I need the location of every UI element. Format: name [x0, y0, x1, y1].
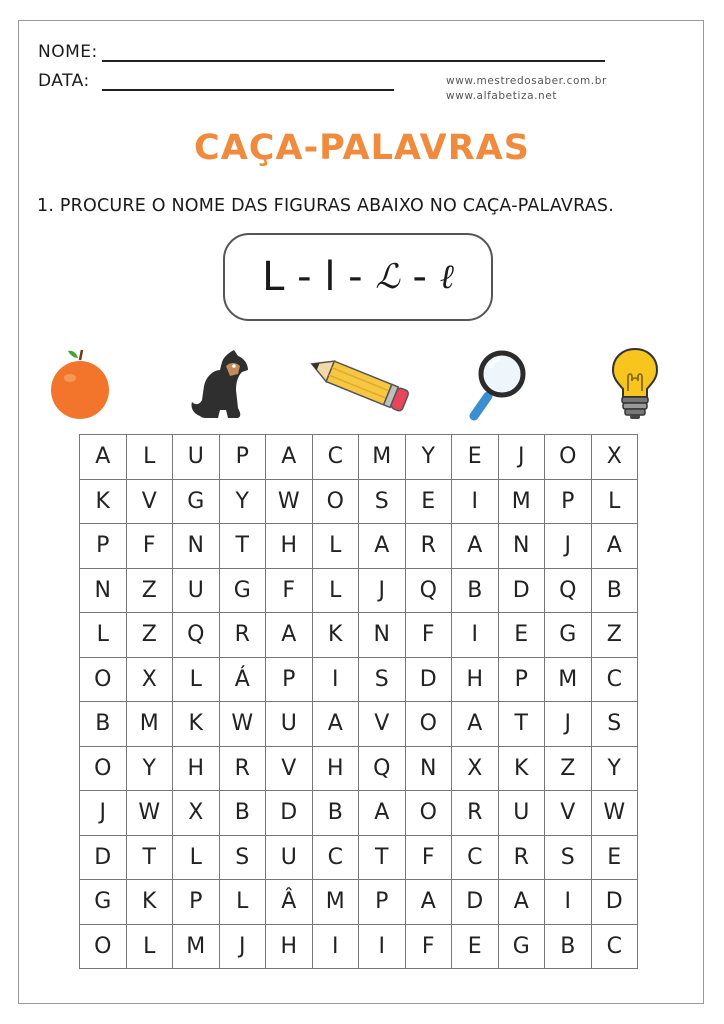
grid-cell[interactable]: D	[591, 880, 638, 925]
grid-cell[interactable]: L	[219, 880, 266, 925]
grid-cell[interactable]: C	[591, 924, 638, 969]
grid-cell[interactable]: N	[405, 746, 452, 791]
grid-cell[interactable]: N	[359, 613, 406, 658]
grid-row	[80, 524, 638, 569]
grid-cell[interactable]: R	[405, 524, 452, 569]
grid-cell[interactable]: E	[498, 613, 545, 658]
grid-cell[interactable]: I	[359, 924, 406, 969]
grid-cell[interactable]: F	[266, 568, 313, 613]
grid-cell[interactable]: U	[266, 702, 313, 747]
grid-cell[interactable]: K	[312, 613, 359, 658]
grid-row	[80, 657, 638, 702]
grid-cell[interactable]: N	[80, 568, 127, 613]
grid-row	[80, 568, 638, 613]
grid-cell[interactable]: K	[173, 702, 220, 747]
grid-cell[interactable]: C	[591, 657, 638, 702]
grid-cell[interactable]: L	[126, 435, 173, 480]
grid-cell[interactable]: Á	[219, 657, 266, 702]
grid-cell[interactable]: Z	[126, 613, 173, 658]
grid-cell[interactable]: Y	[405, 435, 452, 480]
grid-cell[interactable]: I	[312, 657, 359, 702]
grid-cell[interactable]: L	[312, 568, 359, 613]
grid-cell[interactable]: L	[126, 924, 173, 969]
grid-cell[interactable]: I	[452, 613, 499, 658]
grid-cell[interactable]: V	[545, 791, 592, 836]
grid-cell[interactable]: C	[312, 835, 359, 880]
grid-cell[interactable]: R	[219, 746, 266, 791]
grid-cell[interactable]: C	[452, 835, 499, 880]
grid-cell[interactable]: F	[126, 524, 173, 569]
grid-cell[interactable]: T	[126, 835, 173, 880]
pencil-icon	[304, 354, 414, 412]
grid-row	[80, 880, 638, 925]
grid-cell[interactable]: Q	[173, 613, 220, 658]
grid-cell[interactable]: O	[405, 791, 452, 836]
grid-cell[interactable]: B	[452, 568, 499, 613]
separator-2: -	[335, 254, 376, 300]
grid-row	[80, 924, 638, 969]
grid-cell[interactable]: H	[452, 657, 499, 702]
grid-row	[80, 835, 638, 880]
grid-cell[interactable]: G	[545, 613, 592, 658]
grid-cell[interactable]: N	[498, 524, 545, 569]
grid-cell[interactable]: D	[452, 880, 499, 925]
grid-cell[interactable]: B	[80, 702, 127, 747]
grid-cell[interactable]: A	[498, 880, 545, 925]
grid-cell[interactable]: K	[126, 880, 173, 925]
grid-cell[interactable]: D	[498, 568, 545, 613]
data-field[interactable]	[102, 89, 394, 91]
grid-cell[interactable]: Z	[591, 613, 638, 658]
grid-cell[interactable]: P	[173, 880, 220, 925]
grid-cell[interactable]: J	[80, 791, 127, 836]
grid-cell[interactable]: H	[266, 524, 313, 569]
grid-cell[interactable]: A	[312, 702, 359, 747]
grid-row	[80, 702, 638, 747]
grid-cell[interactable]: G	[498, 924, 545, 969]
light-bulb-icon	[610, 347, 660, 421]
grid-row	[80, 791, 638, 836]
grid-row	[80, 435, 638, 480]
grid-cell[interactable]: X	[173, 791, 220, 836]
letter-upper-cursive: ℒ	[375, 257, 400, 297]
grid-cell[interactable]: V	[266, 746, 313, 791]
grid-cell[interactable]: M	[126, 702, 173, 747]
grid-cell[interactable]: A	[266, 435, 313, 480]
grid-cell[interactable]: K	[80, 479, 127, 524]
data-label: DATA:	[38, 71, 90, 91]
letter-forms-box	[223, 233, 493, 321]
grid-cell[interactable]: Â	[266, 880, 313, 925]
separator-1: -	[284, 254, 325, 300]
grid-cell[interactable]: F	[405, 835, 452, 880]
grid-cell[interactable]: P	[359, 880, 406, 925]
grid-cell[interactable]: O	[405, 702, 452, 747]
grid-cell[interactable]: D	[405, 657, 452, 702]
grid-cell[interactable]: M	[545, 657, 592, 702]
grid-cell[interactable]: R	[498, 835, 545, 880]
grid-cell[interactable]: D	[266, 791, 313, 836]
grid-cell[interactable]: L	[312, 524, 359, 569]
grid-cell[interactable]: I	[545, 880, 592, 925]
letter-lower-print: l	[324, 254, 336, 300]
grid-cell[interactable]: A	[591, 524, 638, 569]
grid-cell[interactable]: E	[405, 479, 452, 524]
grid-cell[interactable]: X	[591, 435, 638, 480]
grid-cell[interactable]: T	[359, 835, 406, 880]
nome-field[interactable]	[102, 60, 605, 62]
grid-cell[interactable]: A	[452, 702, 499, 747]
grid-cell[interactable]: M	[173, 924, 220, 969]
letter-upper-print: L	[262, 254, 285, 300]
grid-cell[interactable]: Z	[545, 746, 592, 791]
grid-cell[interactable]: J	[219, 924, 266, 969]
site-url-2: www.alfabetiza.net	[446, 90, 558, 102]
grid-cell[interactable]: I	[312, 924, 359, 969]
grid-cell[interactable]: L	[591, 479, 638, 524]
grid-cell[interactable]: F	[405, 924, 452, 969]
grid-cell[interactable]: A	[359, 524, 406, 569]
grid-row	[80, 613, 638, 658]
grid-cell[interactable]: A	[405, 880, 452, 925]
grid-cell[interactable]: O	[80, 746, 127, 791]
grid-cell[interactable]: P	[498, 657, 545, 702]
grid-cell[interactable]: V	[126, 479, 173, 524]
grid-cell[interactable]: W	[126, 791, 173, 836]
letter-lower-cursive: ℓ	[439, 257, 454, 297]
nome-label: NOME:	[38, 42, 98, 62]
grid-cell[interactable]: J	[545, 524, 592, 569]
grid-cell[interactable]: I	[452, 479, 499, 524]
grid-cell[interactable]: W	[219, 702, 266, 747]
instruction-text: 1. PROCURE O NOME DAS FIGURAS ABAIXO NO CAÇA-PALAVRAS.	[37, 196, 614, 216]
grid-cell[interactable]: Q	[405, 568, 452, 613]
magnifying-glass-icon	[466, 348, 530, 422]
grid-cell[interactable]: E	[591, 835, 638, 880]
grid-cell[interactable]: L	[173, 835, 220, 880]
grid-cell[interactable]: K	[498, 746, 545, 791]
grid-cell[interactable]: O	[312, 479, 359, 524]
grid-cell[interactable]: X	[126, 657, 173, 702]
grid-cell[interactable]: L	[173, 657, 220, 702]
grid-cell[interactable]: O	[80, 657, 127, 702]
word-search-grid	[79, 434, 638, 969]
grid-cell[interactable]: G	[80, 880, 127, 925]
grid-cell[interactable]: W	[591, 791, 638, 836]
grid-cell[interactable]: U	[266, 835, 313, 880]
grid-cell[interactable]: C	[312, 435, 359, 480]
grid-cell[interactable]: H	[312, 746, 359, 791]
grid-cell[interactable]: P	[219, 435, 266, 480]
grid-cell[interactable]: L	[80, 613, 127, 658]
grid-cell[interactable]: B	[219, 791, 266, 836]
grid-cell[interactable]: Y	[591, 746, 638, 791]
grid-cell[interactable]: P	[266, 657, 313, 702]
grid-cell[interactable]: H	[173, 746, 220, 791]
grid-cell[interactable]: J	[545, 702, 592, 747]
grid-cell[interactable]: T	[219, 524, 266, 569]
orange-icon	[48, 346, 112, 422]
grid-cell[interactable]: Q	[359, 746, 406, 791]
page-title: CAÇA-PALAVRAS	[194, 128, 530, 168]
grid-cell[interactable]: G	[173, 479, 220, 524]
grid-cell[interactable]: P	[80, 524, 127, 569]
grid-cell[interactable]: U	[173, 568, 220, 613]
grid-cell[interactable]: U	[173, 435, 220, 480]
grid-cell[interactable]: V	[359, 702, 406, 747]
grid-row	[80, 746, 638, 791]
grid-cell[interactable]: O	[545, 435, 592, 480]
grid-cell[interactable]: P	[545, 479, 592, 524]
grid-cell[interactable]: F	[405, 613, 452, 658]
grid-row	[80, 479, 638, 524]
grid-cell[interactable]: S	[219, 835, 266, 880]
grid-cell[interactable]: J	[359, 568, 406, 613]
grid-cell[interactable]: S	[591, 702, 638, 747]
separator-3: -	[399, 254, 440, 300]
grid-cell[interactable]: N	[173, 524, 220, 569]
grid-cell[interactable]: X	[452, 746, 499, 791]
grid-cell[interactable]: S	[359, 657, 406, 702]
grid-cell[interactable]: W	[266, 479, 313, 524]
grid-cell[interactable]: J	[498, 435, 545, 480]
wolf-icon	[186, 348, 252, 420]
grid-cell[interactable]: D	[80, 835, 127, 880]
grid-cell[interactable]: M	[498, 479, 545, 524]
grid-cell[interactable]: S	[545, 835, 592, 880]
grid-cell[interactable]: S	[359, 479, 406, 524]
grid-cell[interactable]: T	[498, 702, 545, 747]
grid-cell[interactable]: Y	[126, 746, 173, 791]
grid-cell[interactable]: O	[80, 924, 127, 969]
grid-cell[interactable]: A	[359, 791, 406, 836]
grid-cell[interactable]: U	[498, 791, 545, 836]
grid-cell[interactable]: E	[452, 924, 499, 969]
grid-cell[interactable]: E	[452, 435, 499, 480]
grid-cell[interactable]: B	[312, 791, 359, 836]
grid-cell[interactable]: Z	[126, 568, 173, 613]
grid-cell[interactable]: M	[359, 435, 406, 480]
grid-cell[interactable]: G	[219, 568, 266, 613]
grid-cell[interactable]: A	[266, 613, 313, 658]
grid-cell[interactable]: R	[452, 791, 499, 836]
grid-cell[interactable]: Q	[545, 568, 592, 613]
site-url-1: www.mestredosaber.com.br	[446, 75, 607, 87]
grid-cell[interactable]: B	[545, 924, 592, 969]
grid-cell[interactable]: B	[591, 568, 638, 613]
grid-cell[interactable]: A	[80, 435, 127, 480]
grid-cell[interactable]: Y	[219, 479, 266, 524]
grid-cell[interactable]: H	[266, 924, 313, 969]
grid-cell[interactable]: A	[452, 524, 499, 569]
grid-cell[interactable]: R	[219, 613, 266, 658]
grid-cell[interactable]: M	[312, 880, 359, 925]
